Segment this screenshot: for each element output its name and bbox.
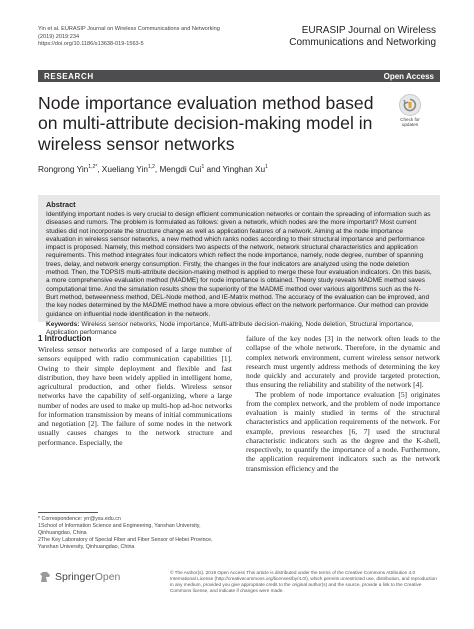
check-updates-line1: Check for xyxy=(400,117,420,122)
article-type-band xyxy=(38,70,440,82)
citation-volume: (2019) 2019:234 xyxy=(38,33,80,40)
springer-open-logo xyxy=(38,570,120,584)
check-updates-line2: updates xyxy=(401,122,419,128)
affiliation-2: 2The Key Laboratory of Special Fiber and Fiber Sensor of Hebei Province, xyxy=(38,537,213,543)
section-heading-introduction: 1 Introduction xyxy=(38,334,92,343)
keywords-list: Wireless sensor networks, Node importance, Multi-attribute decision-making, Node deletion, Structural importance, Application performance xyxy=(46,320,414,337)
footnote-divider xyxy=(38,512,98,513)
body-column-right xyxy=(246,334,440,473)
article-title: Node importance evaluation method based on multi-attribute decision-making model in wireless sensor networks xyxy=(38,93,374,154)
license-text: © The Author(s). 2019 Open Access This article is distributed under the terms of the Creative Commons Attribution 4.0 International License (http://creativecommons.org/licenses/by/4.0/), which permits unrestricted use, distribution, and reproduction in any medium, provided you give appropriate credit to the original author(s) and the source, provide a link to the Creative Commons license, and indicate if changes were made. xyxy=(170,570,437,594)
intro-paragraph-continued: failure of the key nodes [3] in the network often leads to the collapse of the whole network. Therefore, in the dynamic and complex network environment, current wireless sensor network research must urgently address methods of determining the key node quickly and accurately and provide targeted protection, thus ensuring the reliability and stability of the network [4]. xyxy=(246,334,440,390)
body-column-left xyxy=(38,334,232,447)
publisher-name: Springer xyxy=(55,571,95,583)
affiliation-1: 1School of Information Science and Engineering, Yanshan University, xyxy=(38,523,201,529)
correspondence-email[interactable]: * Correspondence: yrr@ysu.edu.cn xyxy=(38,516,121,522)
abstract-box xyxy=(38,195,440,337)
journal-name xyxy=(289,25,436,48)
springer-horse-icon xyxy=(38,570,52,584)
open-access-label: Open Access xyxy=(383,71,434,81)
keywords-label: Keywords: xyxy=(46,320,80,328)
check-for-updates-button[interactable] xyxy=(397,94,423,127)
abstract-heading: Abstract xyxy=(46,200,76,209)
affiliation-1-location: Qinhuangdao, China xyxy=(38,530,87,536)
article-type-label: RESEARCH xyxy=(44,71,94,81)
doi-link[interactable]: https://doi.org/10.1186/s13638-019-1563-5 xyxy=(38,41,144,48)
abstract-text: Identifying important nodes is very crucial to design efficient communication networks or contain the spreading of information such as diseases and rumors. The problem is formulated as follows: given a network, which nodes are the more important? Most current studies did not incorporate the structure change as well as application features of a network. Aiming at the node importance evaluation in wireless sensor networks, a new method which ranks nodes according to their structural importance and performance impact is proposed. Namely, this method considers two aspects of the network, network structural characteristics and application requirements. This method integrates four indicators which reflect the node importance, namely, node degree, number of spanning trees, delay, and network energy consumption. Firstly, the changes in the four indicators are analyzed using the node deletion method. Then, the TOPSIS multi-attribute decision-making method is applied to merge these four evaluation indicators. On this basis, a more comprehensive evaluation method (MADME) for node importance is obtained. Theory study reveals MADME method saves computational time. And the simulation results show the superiority of the MADME method over various algorithms such as the N-Burt method, betweenness method, DEL-Node method, and IE-Matrix method. The accuracy of the evaluation can be improved, and the key nodes determined by the MADME method have a more obvious effect on the network performance. Our method can provide guidance on influential node identification in the network. xyxy=(46,211,432,318)
citation-header xyxy=(38,26,220,49)
footnotes xyxy=(38,516,232,551)
journal-name-line2: Communications and Networking xyxy=(289,36,436,48)
intro-paragraph: The problem of node importance evaluation [5] originates from the complex network, and the problem of node importance evaluation is mainly studied in terms of the structural characteristics and application requirements of the network. For example, previous researches [6, 7] used the structural characteristic indicators such as the degree and the K-shell, respectively, to quantify the importance of a node. Furthermore, the application requirement indicators such as the network transmission efficiency and the xyxy=(246,389,440,473)
publisher-open: Open xyxy=(94,571,121,583)
check-updates-icon xyxy=(399,94,421,116)
affiliation-2-location: Yanshan University, Qinhuangdao, China xyxy=(38,544,135,550)
intro-paragraph: Wireless sensor networks are composed of a large number of sensors equipped with radio communication capabilities [1]. Owing to their simple deployment and flexible and fast distribution, they have been widely applied in intelligent home, agricultural production, and other fields. Wireless sensor networks have the capability of self-organizing, where a large number of nodes are used to make up multi-hop ad-hoc networks for information transmission by means of initial communications and negotiation [2]. The failure of some nodes in the network usually causes changes to the network structure and performance. Especially, the xyxy=(38,345,232,447)
journal-name-line1: EURASIP Journal on Wireless xyxy=(301,25,436,36)
citation-line: Yin et al. EURASIP Journal on Wireless Communications and Networking xyxy=(38,26,220,32)
author-list: Rongrong Yin$^{1,2*}$, Xueliang Yin$^{1,2}$, Mengdi Cui$^1$ and Yinghan Xu$^1$ xyxy=(38,164,268,174)
